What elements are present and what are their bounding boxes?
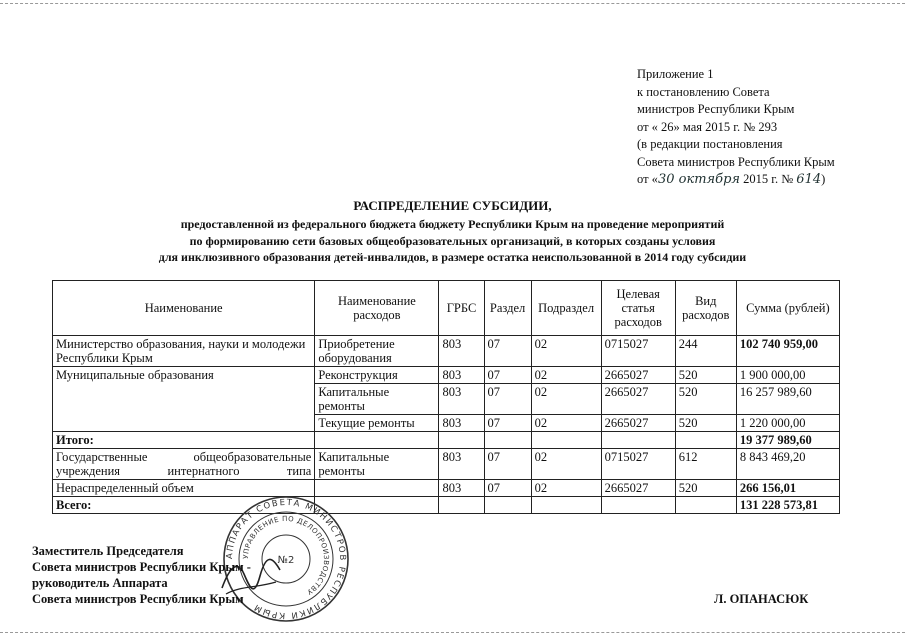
cell-target: 0715027: [601, 449, 675, 480]
appendix-line: Совета министров Республики Крым: [637, 154, 835, 169]
date-prefix: от «: [637, 172, 658, 186]
header-subsection: Подраздел: [531, 281, 601, 336]
table-row: [53, 367, 840, 384]
appendix-line: к постановлению Совета: [637, 84, 770, 99]
cell-sum: 131 228 573,81: [736, 497, 839, 514]
handwritten-day: 30: [657, 172, 675, 187]
header-type: Вид расходов: [675, 281, 736, 336]
cell-grbs: 803: [439, 367, 484, 384]
handwritten-date: [658, 172, 740, 187]
cell-expense: Капитальные ремонты: [315, 384, 439, 415]
signatory-name: Л. ОПАНАСЮК: [714, 592, 809, 606]
cell-subsection: 02: [531, 336, 601, 367]
cell-type: 612: [675, 449, 736, 480]
stamp-center: №2: [277, 555, 295, 566]
subtitle-line: по формированию сети базовых общеобразовательных организаций, в которых созданы условия: [189, 233, 716, 248]
cell-section: 07: [484, 415, 531, 432]
cell-expense: Приобретение оборудования: [315, 336, 439, 367]
header-section: Раздел: [484, 281, 531, 336]
cell-expense: Текущие ремонты: [315, 415, 439, 432]
table-row: [53, 336, 840, 367]
document-title: РАСПРЕДЕЛЕНИЕ СУБСИДИИ,: [353, 198, 552, 213]
cell-sum: 1 900 000,00: [736, 367, 839, 384]
cell-expense: Реконструкция: [315, 367, 439, 384]
cell-sum: 16 257 989,60: [736, 384, 839, 415]
cell-target: 2665027: [601, 480, 675, 497]
appendix-line: (в редакции постановления: [637, 137, 783, 151]
cell-grbs: 803: [439, 449, 484, 480]
header-target: Целевая статья расходов: [601, 281, 675, 336]
subtotal-row: [53, 432, 840, 449]
cell-subsection: 02: [531, 367, 601, 384]
total-row: [53, 497, 840, 514]
scan-edge-bottom: [0, 632, 905, 635]
cell-type: 520: [675, 367, 736, 384]
subsidy-table: [52, 280, 840, 514]
appendix-date-line: [637, 171, 887, 189]
stamp-outer-text: АППАРАТ СОВЕТА МИНИСТРОВ РЕСПУБЛИКИ КРЫМ: [224, 497, 348, 621]
table-header-row: [53, 281, 840, 336]
cell-target: 0715027: [601, 336, 675, 367]
cell-subsection: 02: [531, 480, 601, 497]
header-grbs: ГРБС: [439, 281, 484, 336]
appendix-block: [637, 66, 887, 189]
subtitle-line: для инклюзивного образования детей-инвалидов, в размере остатка неиспользованной в 2014 году субсидии: [158, 250, 747, 264]
scan-edge-top: [0, 3, 905, 6]
signatory-title: [32, 543, 251, 607]
cell-name: Министерство образования, науки и молодежи Республики Крым: [53, 336, 315, 367]
cell-type: 520: [675, 480, 736, 497]
cell-name: Государственные общеобразовательные учреждения интернатного типа: [53, 449, 315, 480]
cell-section: 07: [484, 480, 531, 497]
cell-section: 07: [484, 336, 531, 367]
cell-name: Всего:: [53, 497, 315, 514]
cell-type: 520: [675, 384, 736, 415]
subtitle-line: предоставленной из федерального бюджета бюджету Республики Крым на проведение мероприятий: [180, 217, 725, 231]
cell-expense: Капитальные ремонты: [315, 449, 439, 480]
cell-type: 244: [675, 336, 736, 367]
header-expense: Наименование расходов: [315, 281, 439, 336]
handwritten-number: 614: [796, 172, 822, 187]
cell-target: 2665027: [601, 384, 675, 415]
table-row: [53, 449, 840, 480]
cell-sum: 19 377 989,60: [736, 432, 839, 449]
cell-section: 07: [484, 384, 531, 415]
cell-sum: 102 740 959,00: [736, 336, 839, 367]
cell-name: Муниципальные образования: [53, 367, 315, 432]
cell-type: 520: [675, 415, 736, 432]
footer-line: Совета министров Республики Крым: [32, 592, 244, 606]
cell-grbs: 803: [439, 415, 484, 432]
footer-line: Заместитель Председателя: [32, 544, 184, 558]
cell-grbs: 803: [439, 336, 484, 367]
table-row: [53, 480, 840, 497]
footer-line: руководитель Аппарата: [32, 576, 168, 590]
cell-sum: 1 220 000,00: [736, 415, 839, 432]
footer-line: Совета министров Республики Крым -: [32, 560, 251, 574]
cell-sum: 8 843 469,20: [736, 449, 839, 480]
cell-sum: 266 156,01: [736, 480, 839, 497]
handwritten-month: октября: [678, 172, 741, 187]
cell-subsection: 02: [531, 384, 601, 415]
cell-subsection: 02: [531, 415, 601, 432]
date-suffix: ): [821, 172, 826, 186]
document-subtitle: [0, 216, 905, 266]
cell-name: Итого:: [53, 432, 315, 449]
cell-grbs: 803: [439, 384, 484, 415]
cell-target: 2665027: [601, 415, 675, 432]
cell-name: Нераспределенный объем: [53, 480, 315, 497]
cell-section: 07: [484, 367, 531, 384]
appendix-line: от « 26» мая 2015 г. № 293: [637, 119, 778, 134]
cell-section: 07: [484, 449, 531, 480]
header-sum: Сумма (рублей): [736, 281, 839, 336]
cell-grbs: 803: [439, 480, 484, 497]
cell-subsection: 02: [531, 449, 601, 480]
appendix-line: министров Республики Крым: [637, 102, 795, 116]
header-name: Наименование: [53, 281, 315, 336]
cell-target: 2665027: [601, 367, 675, 384]
appendix-line: Приложение 1: [637, 67, 714, 81]
date-mid: 2015 г. №: [740, 172, 797, 186]
stamp-inner-text: УПРАВЛЕНИЕ ПО ДЕЛОПРОИЗВОДСТВУ: [241, 514, 331, 597]
